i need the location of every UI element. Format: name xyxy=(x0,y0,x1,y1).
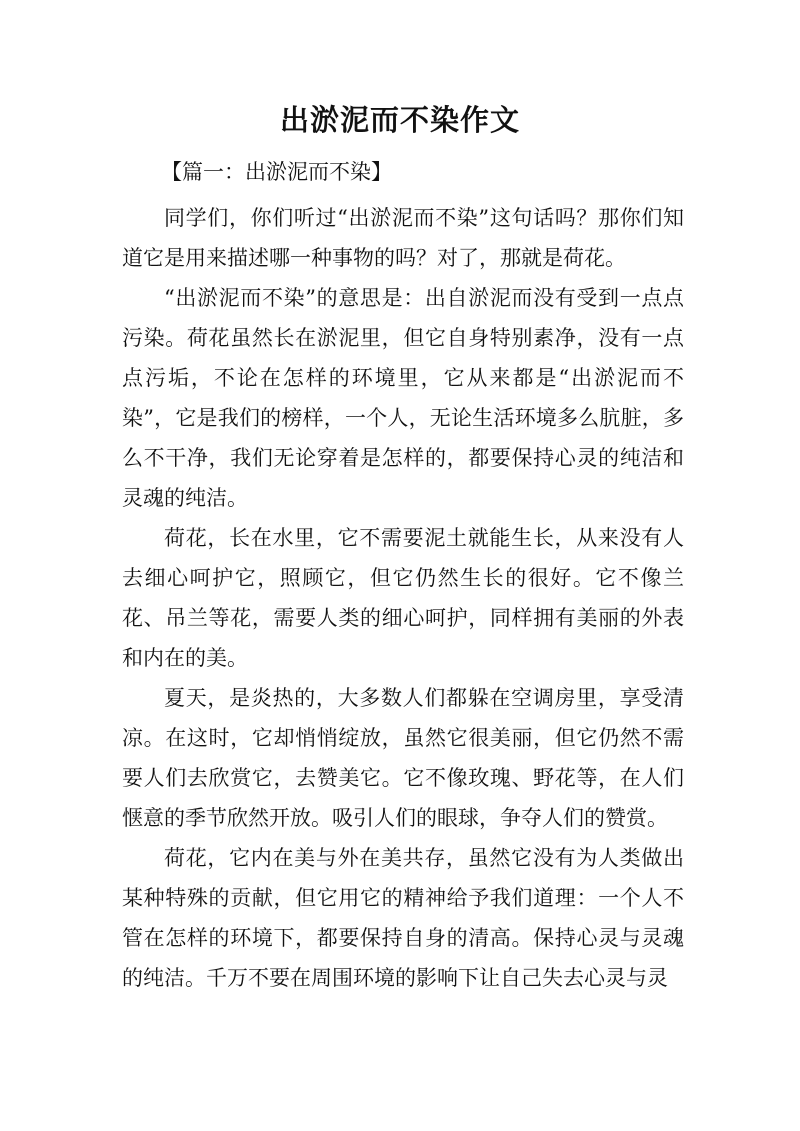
document-body xyxy=(122,198,684,998)
paragraph: 荷花，长在水里，它不需要泥土就能生长，从来没有人去细心呵护它，照顾它，但它仍然生长的很好。它不像兰花、吊兰等花，需要人类的细心呵护，同样拥有美丽的外表和内在的美。 xyxy=(122,526,684,670)
section-heading: 【篇一：出淤泥而不染】 xyxy=(161,160,392,184)
document-title: 出淤泥而不染作文 xyxy=(279,103,520,137)
paragraph: 同学们，你们听过“出淤泥而不染”这句话吗？那你们知道它是用来描述哪一种事物的吗？对了，那就是荷花。 xyxy=(122,206,684,270)
paragraph: “出淤泥而不染”的意思是：出自淤泥而没有受到一点点污染。荷花虽然长在淤泥里，但它自身特别素净，没有一点点污垢，不论在怎样的环境里，它从来都是“出淤泥而不染”，它是我们的榜样，一个人，无论生活环境多么肮脏，多么不干净，我们无论穿着是怎样的，都要保持心灵的纯洁和灵魂的纯洁。 xyxy=(122,286,684,510)
paragraph: 夏天，是炎热的，大多数人们都躲在空调房里，享受清凉。在这时，它却悄悄绽放，虽然它很美丽，但它仍然不需要人们去欣赏它，去赞美它。它不像玫瑰、野花等，在人们惬意的季节欣然开放。吸引人们的眼球，争夺人们的赞赏。 xyxy=(122,686,684,830)
paragraph: 荷花，它内在美与外在美共存，虽然它没有为人类做出某种特殊的贡献，但它用它的精神给予我们道理：一个人不管在怎样的环境下，都要保持自身的清高。保持心灵与灵魂的纯洁。千万不要在周围环境的影响下让自己失去心灵与灵 xyxy=(122,846,684,990)
